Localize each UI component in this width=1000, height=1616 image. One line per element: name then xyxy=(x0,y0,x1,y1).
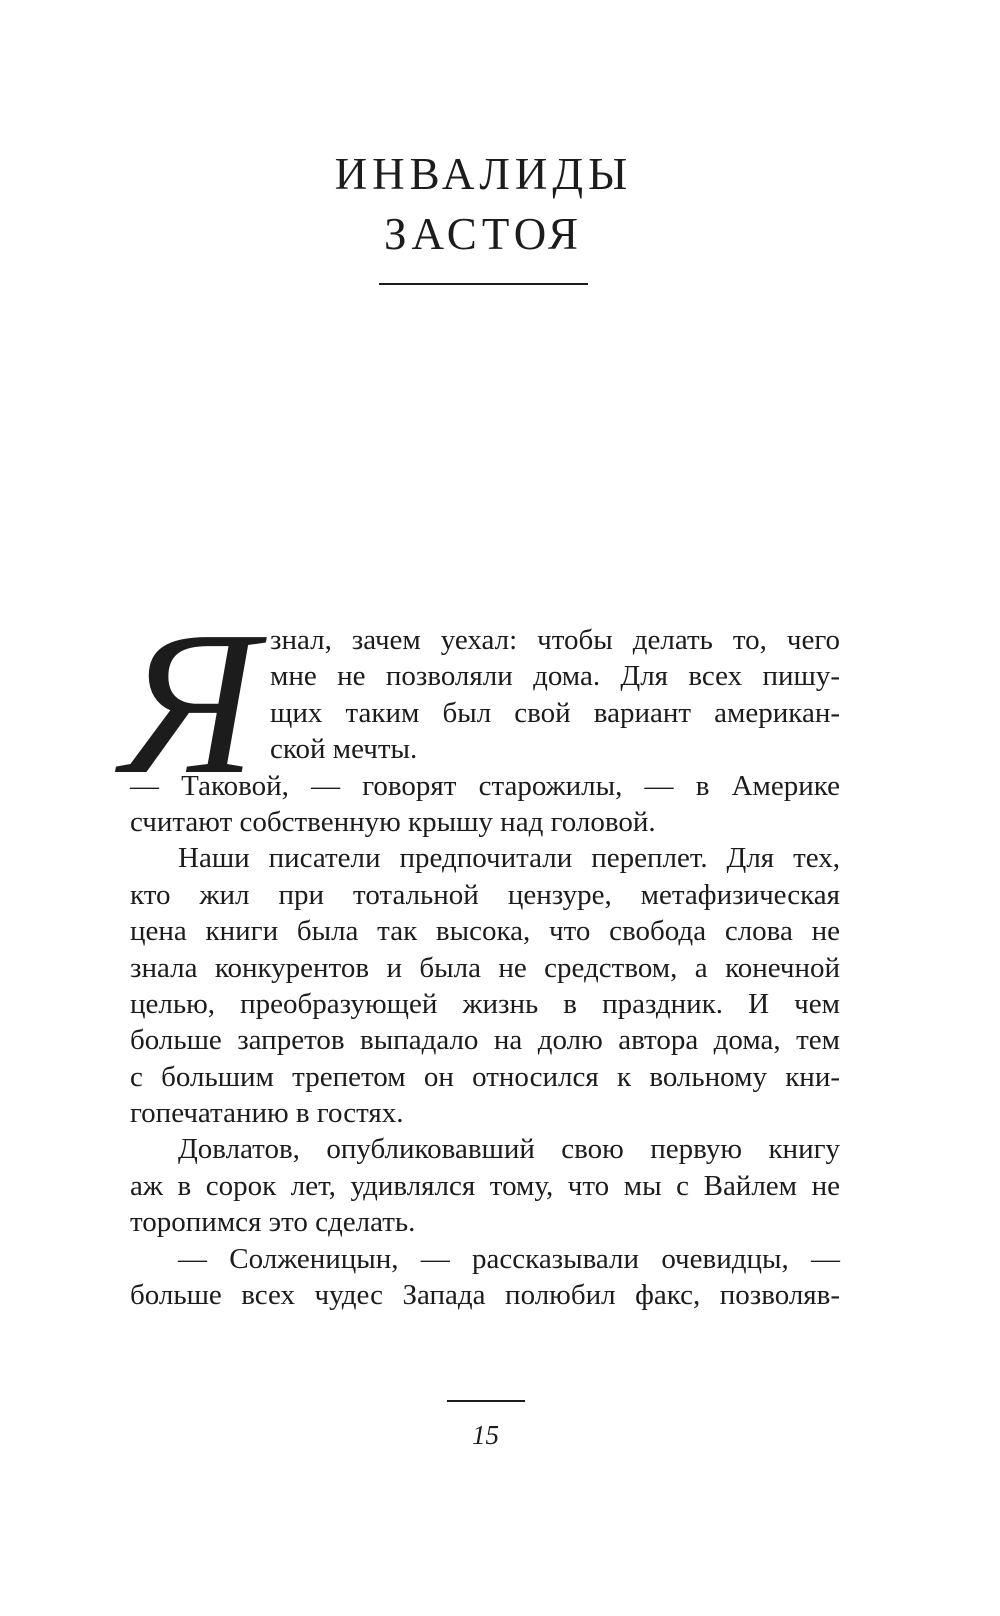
text-line: Наши писатели предпочитали переплет. Для тех, xyxy=(178,842,840,875)
text-line: мне не позволяли дома. Для всех пишу- xyxy=(270,660,840,693)
text-line: Довлатов, опубликовавший свою первую книгу xyxy=(178,1133,840,1166)
text-line: целью, преобразующей жизнь в праздник. И чем xyxy=(130,987,840,1020)
drop-cap: Я xyxy=(122,588,258,817)
chapter-title-line-2: ЗАСТОЯ xyxy=(384,209,583,259)
text-line: — Таковой, — говорят старожилы, — в Америке xyxy=(130,769,840,802)
text-line: с большим трепетом он относился к вольному кни- xyxy=(130,1060,840,1093)
text-line: гопечатанию в гостях. xyxy=(130,1097,404,1130)
text-line: больше запретов выпадало на долю автора дома, тем xyxy=(130,1024,840,1057)
page-number: 15 xyxy=(472,1420,499,1450)
title-divider xyxy=(379,283,588,285)
text-line: больше всех чудес Запада полюбил факс, позволяв- xyxy=(130,1279,840,1312)
text-line: аж в сорок лет, удивлялся тому, что мы с Вайлем не xyxy=(130,1169,840,1202)
text-line: ской мечты. xyxy=(270,733,418,766)
text-line: щих таким был свой вариант американ- xyxy=(270,696,840,729)
text-line: знала конкурентов и была не средством, а конечной xyxy=(130,951,840,984)
chapter-title-line-1: ИНВАЛИДЫ xyxy=(334,149,633,199)
text-line: — Солженицын, — рассказывали очевидцы, — xyxy=(178,1242,840,1275)
text-line: торопимся это сделать. xyxy=(130,1206,416,1239)
text-line: знал, зачем уехал: чтобы делать то, чего xyxy=(270,624,840,656)
body-text xyxy=(130,622,840,1313)
text-line: кто жил при тотальной цензуре, метафизическая xyxy=(130,878,840,911)
text-line: цена книги была так высока, что свобода слова не xyxy=(130,915,840,948)
text-line: считают собственную крышу над головой. xyxy=(130,805,656,838)
footer-divider xyxy=(447,1400,525,1402)
